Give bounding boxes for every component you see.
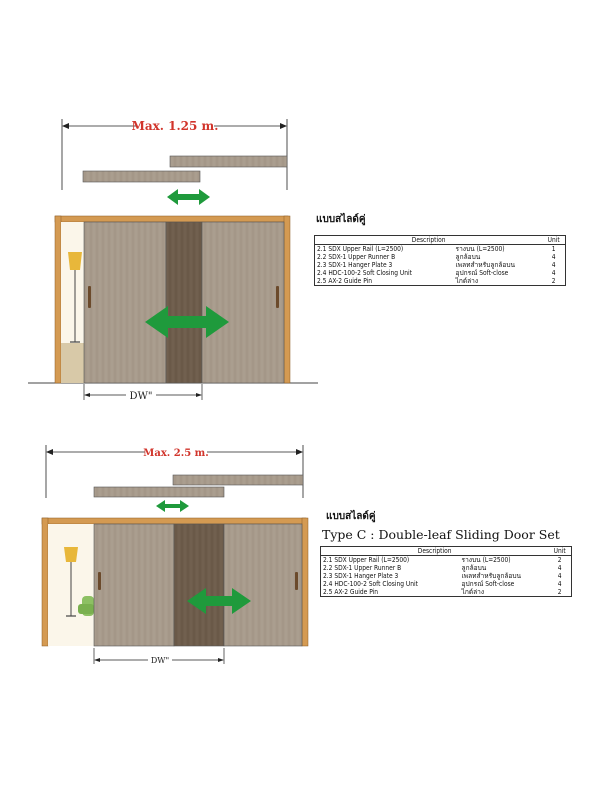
top-dw-dimension [84,384,202,402]
row-thai: ลูกล้อบน [455,253,481,261]
top-frame-right [284,216,290,383]
bottom-spec-table [320,546,572,597]
table-row [321,588,572,597]
table-row [315,261,566,269]
top-frame-left [55,216,61,383]
row-unit: 4 [557,572,562,580]
door-handle-icon [295,572,298,590]
row-description: 2.3 SDX-1 Hanger Plate 3 [317,261,393,269]
bottom-frame-right [302,518,308,646]
table-header-row [321,547,572,556]
top-plan-panel-front [83,171,200,182]
row-unit: 2 [557,588,562,596]
row-unit: 4 [557,564,562,572]
bottom-dw-dimension [94,648,224,665]
bottom-door-center [174,524,224,646]
table-row [321,580,572,588]
row-unit: 1 [551,245,556,253]
row-unit: 4 [551,269,556,277]
row-thai: อุปกรณ์ Soft-close [461,580,515,588]
bottom-plan-panel-front [94,487,224,497]
row-description: 2.4 HDC-100-2 Soft Closing Unit [317,269,412,277]
door-handle-icon [98,572,101,590]
row-description: 2.2 SDX-1 Upper Runner B [323,564,402,572]
type-title: Type C : Double-leaf Sliding Door Set [322,527,560,542]
top-door-center [166,222,202,383]
table-row [315,277,566,286]
row-thai: เพลทสำหรับลูกล้อบน [455,261,516,269]
row-description: 2.3 SDX-1 Hanger Plate 3 [323,572,399,580]
top-spec-table [314,235,566,286]
row-thai: เพลทสำหรับลูกล้อบน [461,572,522,580]
table-row [315,269,566,277]
row-description: 2.5 AX-2 Guide Pin [317,277,373,285]
double-arrow-icon [156,500,189,512]
bottom-frame-left [42,518,48,646]
top-diagram [28,119,318,402]
row-unit: 2 [551,277,556,285]
row-unit: 4 [557,580,562,588]
table-row [321,564,572,572]
row-unit: 4 [551,261,556,269]
table-header-description: Description [321,547,549,556]
row-thai: รางบน (L=2500) [455,245,505,253]
top-caption: แบบสไลด์คู่ [316,214,366,225]
bottom-plan-panel-rear [173,475,303,485]
table-row [321,572,572,580]
top-frame-header [55,216,288,222]
row-thai: รางบน (L=2500) [461,556,511,564]
top-plan-panel-rear [170,156,287,167]
bottom-caption: แบบสไลด์คู่ [326,511,376,522]
top-dimension-label: Max. 1.25 m. [131,119,219,133]
row-unit: 4 [551,253,556,261]
top-door-right [202,222,284,383]
row-thai: ไกด์ล่าง [455,277,479,285]
row-description: 2.5 AX-2 Guide Pin [323,588,379,596]
row-description: 2.2 SDX-1 Upper Runner B [317,253,396,261]
door-handle-icon [276,286,279,308]
row-description: 2.4 HDC-100-2 Soft Closing Unit [323,580,418,588]
row-thai: อุปกรณ์ Soft-close [455,269,509,277]
table-row [321,556,572,565]
table-header-description: Description [315,236,543,245]
table-header-row [315,236,566,245]
row-description: 2.1 SDX Upper Rail (L=2500) [323,556,410,564]
row-description: 2.1 SDX Upper Rail (L=2500) [317,245,404,253]
door-handle-icon [88,286,91,308]
bottom-diagram [42,445,308,665]
table-header-unit: Unit [542,236,565,245]
bottom-dw-label: DW" [150,656,170,665]
table-header-unit: Unit [548,547,571,556]
top-dw-label: DW" [129,391,153,402]
bottom-dimension-label: Max. 2.5 m. [143,448,209,459]
row-thai: ลูกล้อบน [461,564,487,572]
table-row [315,253,566,261]
bottom-door-left [94,524,174,646]
row-thai: ไกด์ล่าง [461,588,485,596]
bottom-door-right [224,524,302,646]
double-arrow-icon [167,189,210,205]
table-row [315,245,566,254]
bottom-frame-header [42,518,306,524]
row-unit: 2 [557,556,562,564]
top-door-left [84,222,166,383]
